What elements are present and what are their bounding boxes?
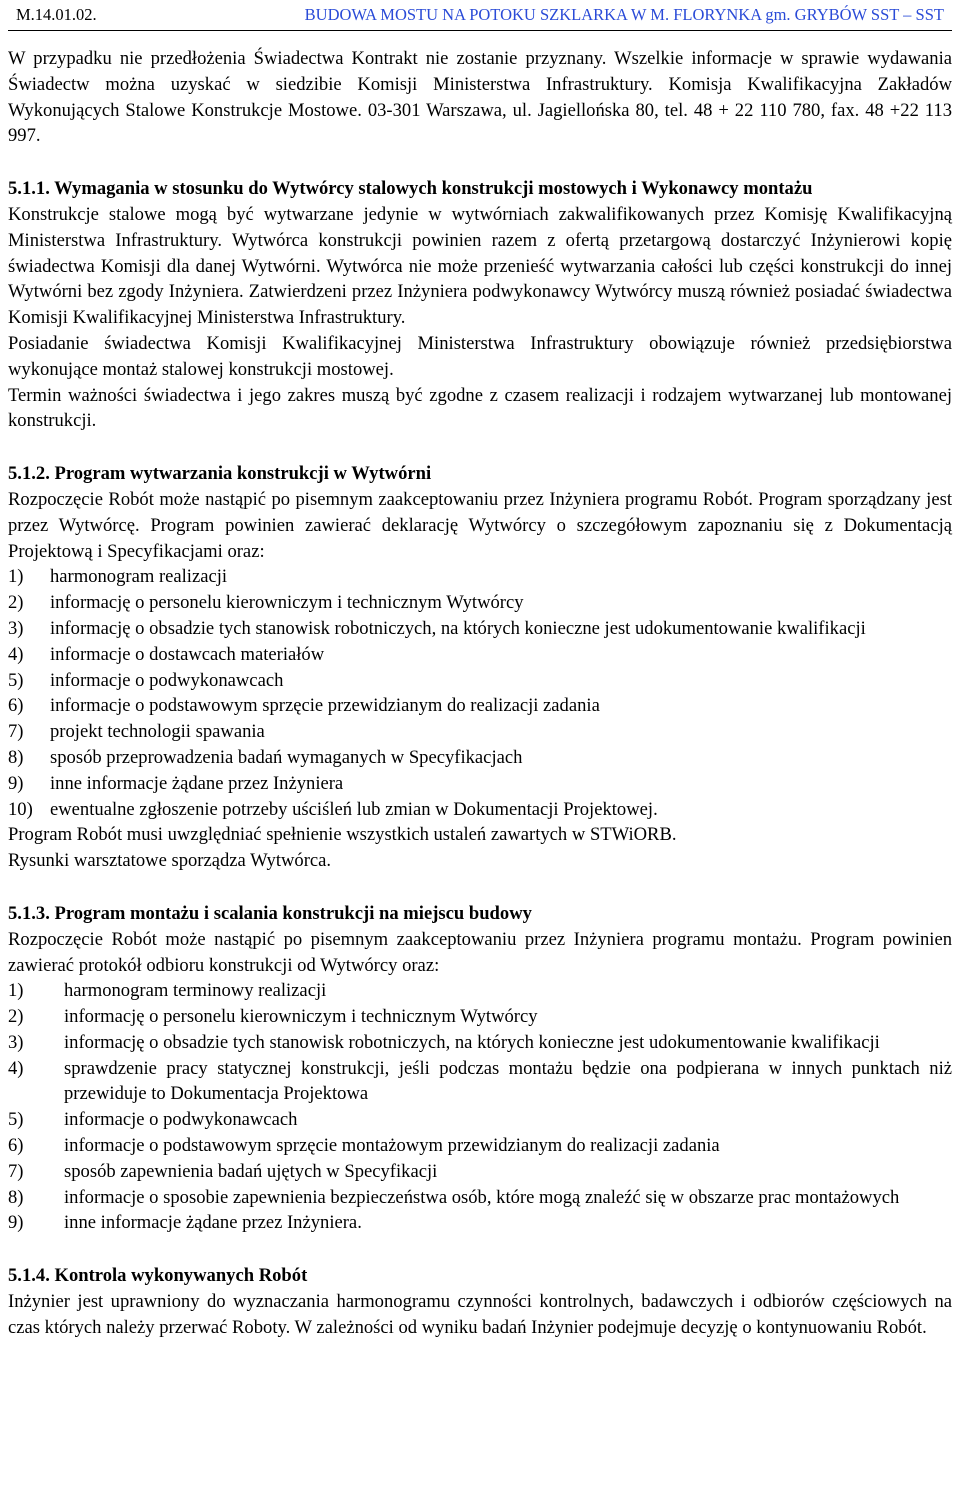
- item-text: inne informacje żądane przez Inżyniera.: [64, 1212, 362, 1234]
- item-number: 1): [8, 566, 24, 588]
- item-number: 1): [8, 980, 24, 1002]
- list-item: [8, 719, 952, 745]
- list-item: [8, 1030, 952, 1056]
- list-item: [8, 1210, 952, 1236]
- list-item: [8, 1004, 952, 1030]
- item-number: 3): [8, 1031, 24, 1053]
- section-5-1-2: [8, 461, 952, 874]
- list-item: [8, 564, 952, 590]
- item-number: 8): [8, 746, 24, 768]
- item-number: 7): [8, 1160, 24, 1182]
- intro-block: [8, 46, 952, 149]
- paragraph: Konstrukcje stalowe mogą być wytwarzane jedynie w wytwórniach zakwalifikowanych przez Komisję Kwalifikacyjną Ministerstwa Infrastruktury. Wytwórca konstrukcji powinien razem z ofertą przetargową dostarczyć Inżynierowi kopię świadectwa Komisji dla danej Wytwórni. Wytwórca nie może przenieść wytwarzania całości lub części konstrukcji do innej Wytwórni bez zgody Inżyniera. Zatwierdzeni przez Inżyniera podwykonawcy Wytwórcy muszą również posiadać świadectwa Komisji Kwalifikacyjnej Ministerstwa Infrastruktury.: [8, 203, 952, 329]
- paragraph: Rysunki warsztatowe sporządza Wytwórca.: [8, 850, 332, 872]
- item-text: informację o obsadzie tych stanowisk robotniczych, na których konieczne jest udokumentowanie kwalifikacji: [64, 1031, 880, 1053]
- list-item: [8, 1056, 952, 1108]
- item-number: 5): [8, 669, 24, 691]
- item-text: informację o personelu kierowniczym i technicznym Wytwórcy: [50, 592, 524, 614]
- header-divider: [8, 30, 952, 31]
- item-number: 10): [8, 798, 33, 820]
- item-number: 6): [8, 695, 24, 717]
- list-item: [8, 693, 952, 719]
- spec-code: M.14.01.02.: [16, 5, 97, 24]
- list-item: [8, 1185, 952, 1211]
- section-heading: 5.1.2. Program wytwarzania konstrukcji w Wytwórni: [8, 463, 432, 485]
- item-text: informacje o podstawowym sprzęcie przewidzianym do realizacji zadania: [50, 695, 600, 717]
- section-heading: 5.1.4. Kontrola wykonywanych Robót: [8, 1265, 308, 1287]
- item-number: 4): [8, 643, 24, 665]
- item-text: inne informacje żądane przez Inżyniera: [50, 772, 344, 794]
- paragraph: Rozpoczęcie Robót może nastąpić po pisemnym zaakceptowaniu przez Inżyniera programu Robót. Program sporządzany jest przez Wytwórcę. Program powinien zawierać deklarację Wytwórcy o szczegółowym zapoznaniu się z Dokumentacją Projektową i Specyfikacjami oraz:: [8, 488, 952, 562]
- item-number: 2): [8, 592, 24, 614]
- section-heading: 5.1.1. Wymagania w stosunku do Wytwórcy stalowych konstrukcji mostowych i Wykonawcy montażu: [8, 178, 813, 200]
- list-item: [8, 745, 952, 771]
- item-number: 2): [8, 1006, 24, 1028]
- item-text: ewentualne zgłoszenie potrzeby uściśleń lub zmian w Dokumentacji Projektowej.: [50, 798, 658, 820]
- section-heading: 5.1.3. Program montażu i scalania konstrukcji na miejscu budowy: [8, 902, 532, 924]
- item-text: harmonogram terminowy realizacji: [64, 980, 327, 1002]
- list-item: [8, 797, 952, 823]
- item-text: sposób przeprowadzenia badań wymaganych w Specyfikacjach: [50, 746, 523, 768]
- list-item: [8, 1159, 952, 1185]
- item-number: 9): [8, 772, 24, 794]
- section-5-1-3: [8, 901, 952, 1236]
- paragraph: Rozpoczęcie Robót może nastąpić po pisemnym zaakceptowaniu przez Inżyniera programu montażu. Program powinien zawierać protokół odbioru konstrukcji od Wytwórcy oraz:: [8, 928, 952, 976]
- item-number: 4): [8, 1057, 24, 1079]
- header-title: BUDOWA MOSTU NA POTOKU SZKLARKA W M. FLORYNKA gm. GRYBÓW SST – SST: [304, 5, 944, 24]
- section-5-1-1: [8, 176, 952, 434]
- item-text: informacje o podstawowym sprzęcie montażowym przewidzianym do realizacji zadania: [64, 1135, 720, 1157]
- item-number: 7): [8, 721, 24, 743]
- item-number: 3): [8, 617, 24, 639]
- list-item: [8, 1107, 952, 1133]
- paragraph: Program Robót musi uwzględniać spełnienie wszystkich ustaleń zawartych w STWiORB.: [8, 824, 677, 846]
- item-text: sposób zapewnienia badań ujętych w Specyfikacji: [64, 1160, 438, 1182]
- item-text: sprawdzenie pracy statycznej konstrukcji, jeśli podczas montażu będzie ona podpierana w innych punktach niż przewiduje to Dokumentacja Projektowa: [64, 1057, 952, 1105]
- item-number: 6): [8, 1135, 24, 1157]
- item-text: harmonogram realizacji: [50, 566, 228, 588]
- section-5-1-4: [8, 1263, 952, 1340]
- list-item: [8, 771, 952, 797]
- page-header: [8, 0, 952, 30]
- item-text: informacje o dostawcach materiałów: [50, 643, 325, 665]
- item-text: informacje o sposobie zapewnienia bezpieczeństwa osób, które mogą znaleźć się w obszarze prac montażowych: [64, 1186, 900, 1208]
- item-number: 5): [8, 1109, 24, 1131]
- item-text: informację o personelu kierowniczym i technicznym Wytwórcy: [64, 1006, 538, 1028]
- paragraph: Posiadanie świadectwa Komisji Kwalifikacyjnej Ministerstwa Infrastruktury obowiązuje również przedsiębiorstwa wykonujące montaż stalowej konstrukcji mostowej.: [8, 332, 952, 380]
- item-text: informacje o podwykonawcach: [64, 1109, 298, 1131]
- paragraph: Inżynier jest uprawniony do wyznaczania harmonogramu czynności kontrolnych, badawczych i odbiorów częściowych na czas których należy przerwać Roboty. W zależności od wyniku badań Inżynier podejmuje decyzję o kontynuowaniu Robót.: [8, 1291, 952, 1338]
- list-item: [8, 590, 952, 616]
- list-item: [8, 1133, 952, 1159]
- list-item: [8, 978, 952, 1004]
- intro-paragraph: W przypadku nie przedłożenia Świadectwa Kontrakt nie zostanie przyznany. Wszelkie informacje w sprawie wydawania Świadectw można uzyskać w siedzibie Komisji Ministerstwa Infrastruktury. Komisja Kwalifikacyjna Zakładów Wykonujących Stalowe Konstrukcje Mostowe. 03-301 Warszawa, ul. Jagiellońska 80, tel. 48 + 22 110 780, fax. 48 +22 113 997.: [8, 48, 952, 147]
- paragraph: Termin ważności świadectwa i jego zakres muszą być zgodne z czasem realizacji i rodzajem wytwarzanej lub montowanej konstrukcji.: [8, 384, 952, 432]
- list-item: [8, 642, 952, 668]
- list-item: [8, 668, 952, 694]
- numbered-list: [8, 978, 952, 1236]
- list-item: [8, 616, 952, 642]
- item-number: 8): [8, 1186, 24, 1208]
- item-text: informację o obsadzie tych stanowisk robotniczych, na których konieczne jest udokumentowanie kwalifikacji: [50, 617, 866, 639]
- numbered-list: [8, 564, 952, 822]
- item-text: informacje o podwykonawcach: [50, 669, 284, 691]
- item-text: projekt technologii spawania: [50, 721, 265, 743]
- item-number: 9): [8, 1212, 24, 1234]
